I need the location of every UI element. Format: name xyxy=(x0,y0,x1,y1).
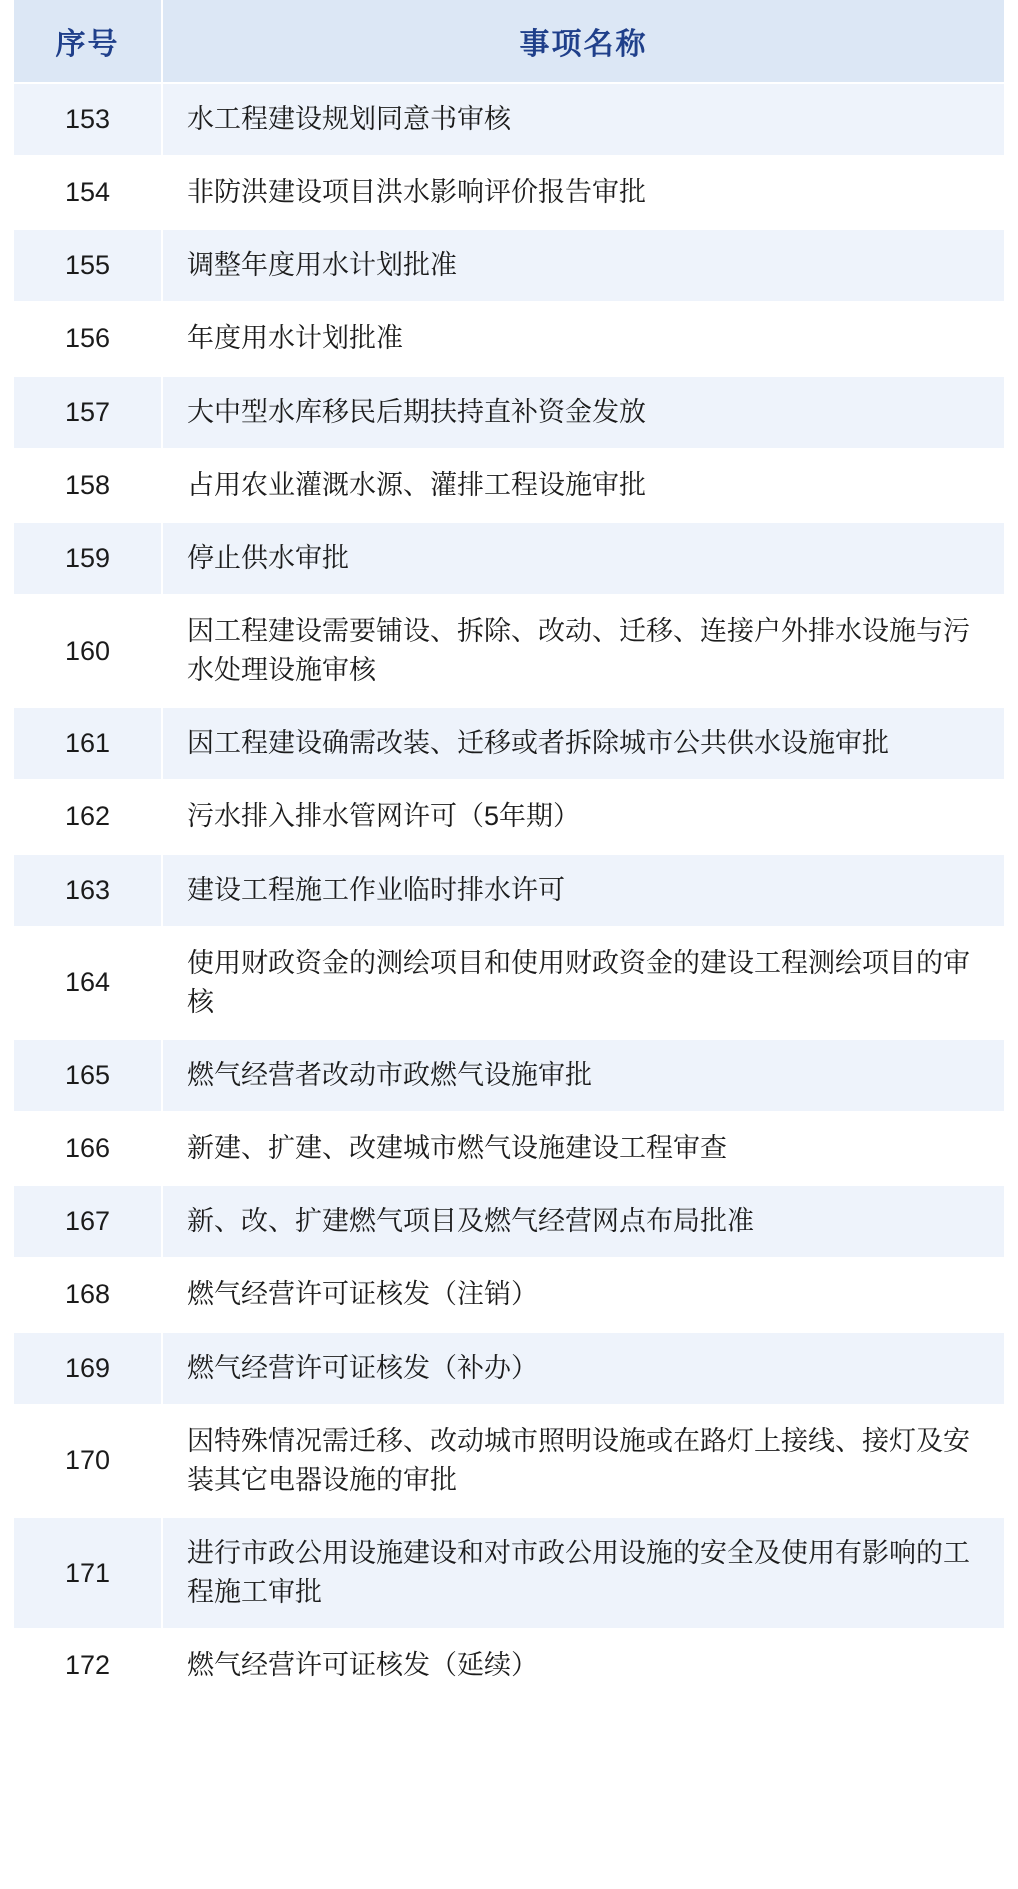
table-row xyxy=(14,854,1004,927)
table-row xyxy=(14,1039,1004,1112)
row-seq: 160 xyxy=(14,595,162,707)
row-name: 新建、扩建、改建城市燃气设施建设工程审查 xyxy=(162,1112,1004,1185)
table-row xyxy=(14,1517,1004,1629)
row-seq: 167 xyxy=(14,1185,162,1258)
row-name: 非防洪建设项目洪水影响评价报告审批 xyxy=(162,156,1004,229)
row-name: 建设工程施工作业临时排水许可 xyxy=(162,854,1004,927)
row-seq: 166 xyxy=(14,1112,162,1185)
table-row xyxy=(14,302,1004,375)
row-name: 使用财政资金的测绘项目和使用财政资金的建设工程测绘项目的审核 xyxy=(162,927,1004,1039)
row-name: 因工程建设确需改装、迁移或者拆除城市公共供水设施审批 xyxy=(162,707,1004,780)
row-seq: 172 xyxy=(14,1629,162,1701)
table-row xyxy=(14,376,1004,449)
row-seq: 171 xyxy=(14,1517,162,1629)
table-row xyxy=(14,229,1004,302)
row-name: 占用农业灌溉水源、灌排工程设施审批 xyxy=(162,449,1004,522)
row-seq: 157 xyxy=(14,376,162,449)
row-seq: 163 xyxy=(14,854,162,927)
column-header-seq: 序号 xyxy=(14,0,162,83)
table-row xyxy=(14,595,1004,707)
row-seq: 168 xyxy=(14,1258,162,1331)
table-header xyxy=(14,0,1004,83)
column-header-name: 事项名称 xyxy=(162,0,1004,83)
row-seq: 162 xyxy=(14,780,162,853)
row-name: 燃气经营许可证核发（延续） xyxy=(162,1629,1004,1701)
row-seq: 155 xyxy=(14,229,162,302)
row-seq: 156 xyxy=(14,302,162,375)
row-seq: 158 xyxy=(14,449,162,522)
table-row xyxy=(14,449,1004,522)
row-name: 停止供水审批 xyxy=(162,522,1004,595)
administrative-items-table xyxy=(14,0,1004,1701)
table-row xyxy=(14,1258,1004,1331)
row-seq: 154 xyxy=(14,156,162,229)
row-seq: 170 xyxy=(14,1405,162,1517)
row-name: 水工程建设规划同意书审核 xyxy=(162,83,1004,156)
table-row xyxy=(14,156,1004,229)
row-name: 燃气经营许可证核发（注销） xyxy=(162,1258,1004,1331)
row-name: 调整年度用水计划批准 xyxy=(162,229,1004,302)
table-row xyxy=(14,522,1004,595)
table-row xyxy=(14,83,1004,156)
row-name: 年度用水计划批准 xyxy=(162,302,1004,375)
row-seq: 153 xyxy=(14,83,162,156)
row-seq: 169 xyxy=(14,1332,162,1405)
row-seq: 164 xyxy=(14,927,162,1039)
row-name: 污水排入排水管网许可（5年期） xyxy=(162,780,1004,853)
table-row xyxy=(14,780,1004,853)
table-row xyxy=(14,1332,1004,1405)
table-row xyxy=(14,927,1004,1039)
table-row xyxy=(14,1405,1004,1517)
row-name: 因特殊情况需迁移、改动城市照明设施或在路灯上接线、接灯及安装其它电器设施的审批 xyxy=(162,1405,1004,1517)
row-name: 燃气经营者改动市政燃气设施审批 xyxy=(162,1039,1004,1112)
table-row xyxy=(14,707,1004,780)
row-name: 因工程建设需要铺设、拆除、改动、迁移、连接户外排水设施与污水处理设施审核 xyxy=(162,595,1004,707)
row-name: 新、改、扩建燃气项目及燃气经营网点布局批准 xyxy=(162,1185,1004,1258)
row-seq: 165 xyxy=(14,1039,162,1112)
table-body xyxy=(14,83,1004,1701)
table-row xyxy=(14,1112,1004,1185)
table-header-row xyxy=(14,0,1004,83)
row-name: 进行市政公用设施建设和对市政公用设施的安全及使用有影响的工程施工审批 xyxy=(162,1517,1004,1629)
row-name: 大中型水库移民后期扶持直补资金发放 xyxy=(162,376,1004,449)
table-row xyxy=(14,1185,1004,1258)
table-row xyxy=(14,1629,1004,1701)
row-seq: 161 xyxy=(14,707,162,780)
row-name: 燃气经营许可证核发（补办） xyxy=(162,1332,1004,1405)
row-seq: 159 xyxy=(14,522,162,595)
